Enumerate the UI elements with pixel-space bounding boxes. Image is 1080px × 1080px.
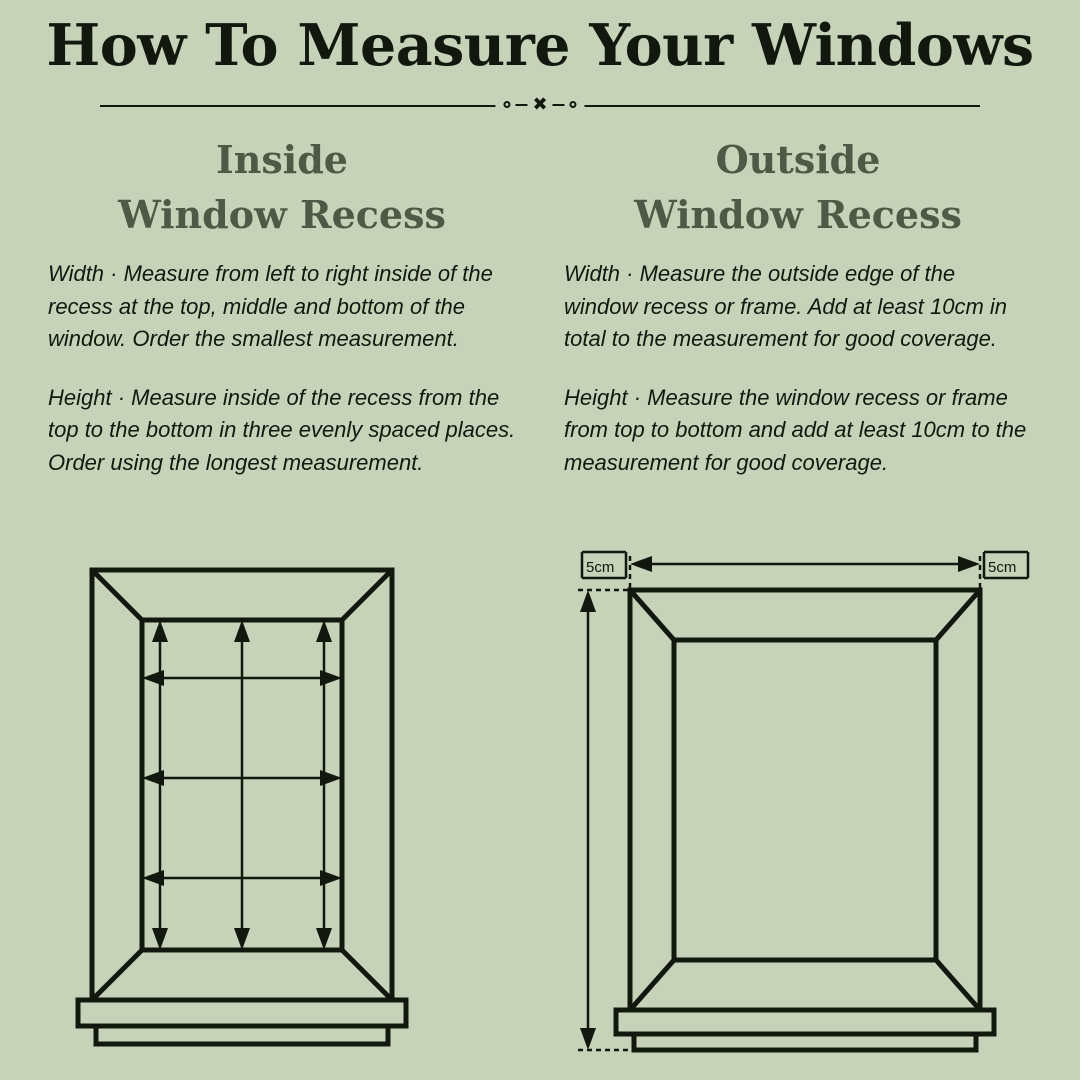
divider-ornament-icon: [495, 93, 584, 115]
outside-recess-window-svg: [540, 548, 1080, 1080]
outside-width-paragraph: Width · Measure the outside edge of the window recess or frame. Add at least 10cm in total to the measurement for good coverage.: [564, 261, 1008, 352]
ornament-dot-left: [503, 101, 510, 108]
column-outside-recess: [540, 132, 1056, 479]
inside-height-paragraph: Height · Measure inside of the recess from the top to the bottom in three evenly spaced places. Order using the longest measurement.: [48, 384, 516, 475]
heading-inside-line2: Window Recess: [118, 191, 446, 237]
inside-width-paragraph: Width · Measure from left to right inside of the recess at the top, middle and bottom of the window. Order the smallest measurement.: [48, 261, 493, 352]
column-inside-recess: [24, 132, 540, 479]
diagram-outside-recess: [540, 548, 1080, 1080]
heading-inside-recess: [48, 132, 516, 242]
heading-inside-line1: Inside: [216, 136, 348, 182]
heading-outside-line2: Window Recess: [634, 191, 962, 237]
outside-width-right-label: 5cm: [988, 559, 1017, 576]
diagrams-area: [0, 548, 1080, 1080]
inside-recess-window-svg: [0, 548, 540, 1080]
outside-height-paragraph: Height · Measure the window recess or frame from top to bottom and add at least 10cm to the measurement for good coverage.: [564, 384, 1027, 475]
diagram-inside-recess: [0, 548, 540, 1080]
heading-outside-line1: Outside: [715, 136, 881, 182]
ornament-dash-left: [515, 104, 527, 106]
ornament-dash-right: [553, 104, 565, 106]
content-columns: [0, 114, 1080, 479]
title-divider: [100, 93, 980, 115]
heading-outside-recess: [564, 132, 1032, 242]
outside-width-left-label: 5cm: [586, 559, 615, 576]
ornament-cross-icon: ✖: [532, 93, 548, 115]
page-title: How To Measure Your Windows: [46, 12, 1034, 79]
ornament-dot-right: [570, 101, 577, 108]
